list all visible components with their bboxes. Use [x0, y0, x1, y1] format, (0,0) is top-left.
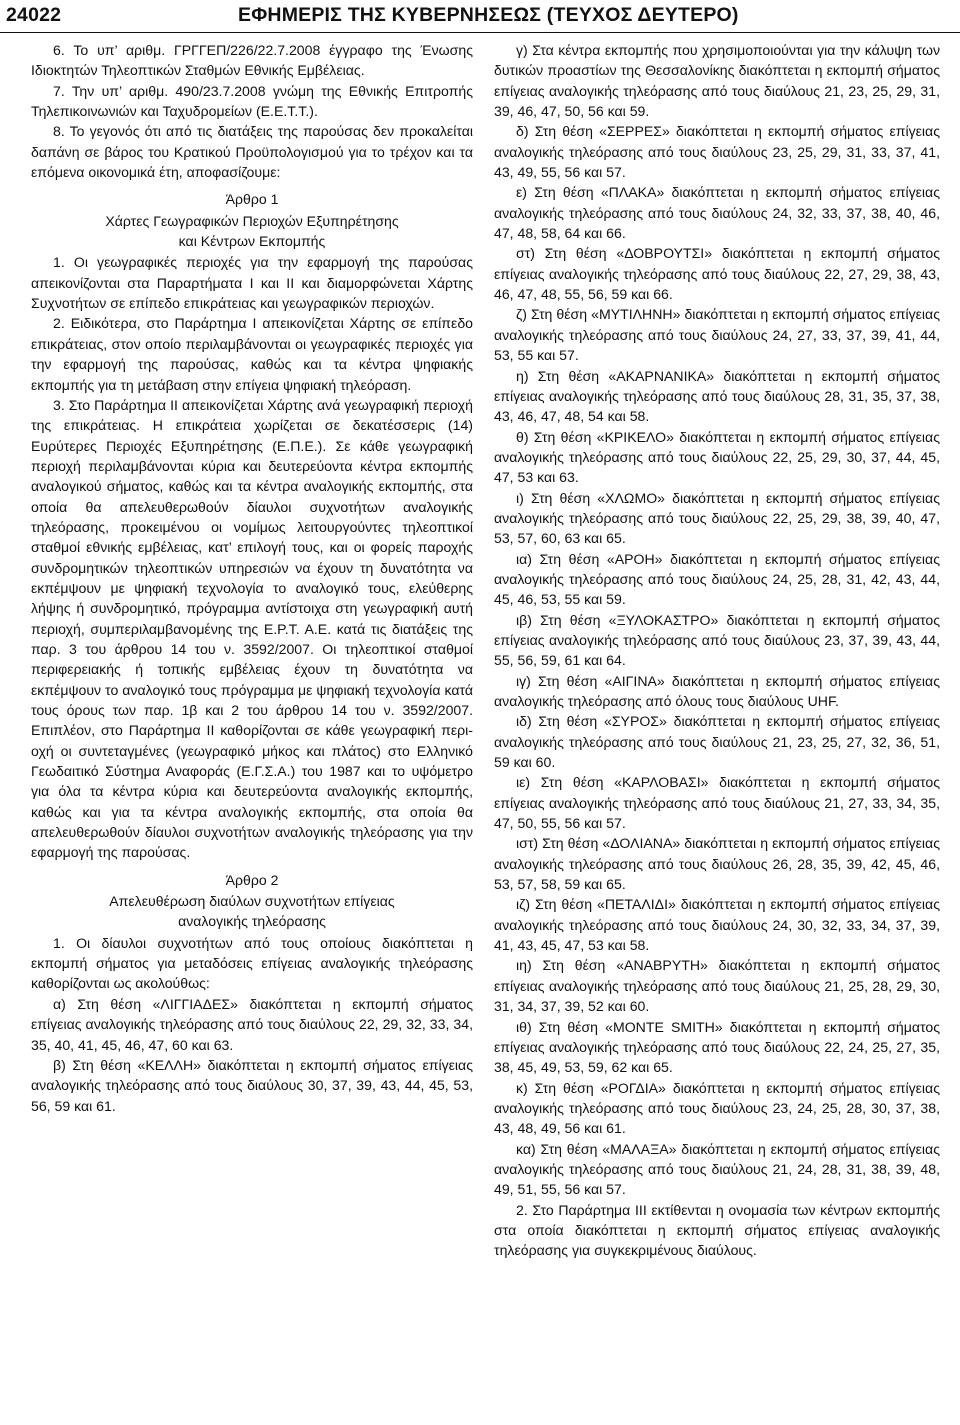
- page-header: [0, 0, 960, 34]
- article-1-paragraph-1: 1. Οι γεωγραφικές περιοχές για την εφαρμογή της παρούσας απεικονίζονται στα Παραρτήματα Ι και ΙΙ και διαμορφώνεται Χάρτης Συχνοτήτων σε επίπεδο επικράτειας και γεωγραφικών περιοχών.: [31, 254, 473, 312]
- header-divider: [0, 32, 960, 33]
- article-1-paragraph-3: 3. Στο Παράρτημα ΙΙ απεικονίζεται Χάρτης ανά γεωγραφική περιοχή της επικράτειας. Η επικράτεια χωρίζεται σε δεκατέσσερις (14) Ευρύτερες Περιοχές Εξυπηρέτησης (Ε.Π.Ε.). Σε κάθε γεωγραφική περιοχή περιλαμβάνονται κύρια και δευτερεύοντα κέντρα εκπομπής αναλογικού σήματος, καθώς και τα κέντρα αναλογικής εκπομπής, στα οποία θα απελευθερωθούν δίαυλοι συχνοτήτων αναλογικής τηλεόρασης, προκειμένου οι νομίμως λειτουργούντες τηλεοπτικοί σταθμοί εθνικής εμβέλειας, κατ’ επιλογή τους, και οι φορείς παροχής συνδρομητικών τηλεοπτικών υπηρεσιών να έχουν τη δυνατότητα να εκπέμψουν με ψηφιακή τεχνολογία το αναλογικό τους, ελεύθερης λήψης ή συνδρομητικό, πρόγραμμα αντίστοιχα στη γεωγραφική αυτή περιοχή, συμπεριλαμβανομένης της Ε.Ρ.Τ. Α.Ε. κατά τις διατάξεις της παρ. 3 του άρθρου 14 του ν. 3592/2007. Οι τηλεοπτικοί σταθμοί περιφερειακής ή τοπικής εμβέλειας έχουν τη δυνατότητα να εκπέμψουν το αναλογικό τους πρόγραμμα με ψηφιακή τεχνολογία κατά τους όρους των παρ. 1β και 2 του άρθρου 14 του ν. 3592/2007. Επιπλέον, στο Παράρτημα ΙΙ καθορίζονται σε κάθε γεωγραφική περιοχή οι συντεταγμένες (γεωγραφικό μήκος και πλάτος) στο Ελληνικό Γεωδαιτικό Σύστημα Αναφοράς (Ε.Γ.Σ.Α.) του 1987 και το υψόμετρο για όλα τα κέντρα κύρια και δευτερεύοντα αναλογικής εκπομπής, καθώς και για τα κέντρα αναλογικής εκπομπής, στα οποία θα απελευθερωθούν δίαυλοι συχνοτήτων αναλογικής τηλεόρασης για την εφαρμογή της παρούσας.: [31, 396, 473, 861]
- paragraph-considerant-8: 8. Το γεγονός ότι από τις διατάξεις της παρούσας δεν προκαλείται δαπάνη σε βάρος του Κρατικού Προϋπολογισμού για το τρέχον και τα επόμενα οικονομικά έτη, αποφασίζουμε:: [31, 123, 473, 181]
- article-2-item-id: ιδ) Στη θέση «ΣΥΡΟΣ» διακόπτεται η εκπομπή σήματος επίγειας αναλογικής τηλεόρασης από τους διαύλους 21, 23, 25, 27, 32, 36, 51, 59 και 60.: [494, 713, 940, 771]
- article-2-item-ib: ιβ) Στη θέση «ΞΥΛΟΚΑΣΤΡΟ» διακόπτεται η εκπομπή σήματος επίγειας αναλογικής τηλεόρασης από τους διαύλους 23, 37, 39, 43, 44, 55, 56, 59, 61 και 64.: [494, 611, 940, 669]
- article-2-item-ia: ια) Στη θέση «ΑΡΟΗ» διακόπτεται η εκπομπή σήματος επίγειας αναλογικής τηλεόρασης από τους διαύλους 24, 25, 28, 31, 42, 43, 44, 45, 46, 53, 55 και 59.: [494, 550, 940, 608]
- article-1-title: [31, 211, 473, 252]
- article-2-title-line-2: αναλογικής τηλεόρασης: [178, 913, 326, 930]
- article-2-item-b: β) Στη θέση «ΚΕΛΛΗ» διακόπτεται η εκπομπή σήματος επίγειας αναλογικής τηλεόρασης από τους διαύλους 30, 37, 39, 43, 44, 45, 53, 56, 59 και 61.: [31, 1056, 473, 1114]
- article-2-item-ka: κα) Στη θέση «ΜΑΛΑΞΑ» διακόπτεται η εκπομπή σήματος επίγειας αναλογικής τηλεόρασης από τους διαύλους 21, 24, 28, 31, 38, 39, 48, 49, 51, 55, 56 και 57.: [494, 1140, 940, 1198]
- article-1-title-line-1: Χάρτες Γεωγραφικών Περιοχών Εξυπηρέτησης: [105, 212, 399, 229]
- article-2-item-k: κ) Στη θέση «ΡΟΓΔΙΑ» διακόπτεται η εκπομπή σήματος επίγειας αναλογικής τηλεόρασης από τους διαύλους 23, 24, 25, 28, 30, 37, 38, 43, 48, 49, 56 και 61.: [494, 1079, 940, 1137]
- article-2-item-z: ζ) Στη θέση «ΜΥΤΙΛΗΝΗ» διακόπτεται η εκπομπή σήματος επίγειας αναλογικής τηλεόρασης από τους διαύλους 24, 27, 33, 37, 39, 41, 44, 53, 55 και 57.: [494, 306, 940, 364]
- article-2-item-a: α) Στη θέση «ΛΙΓΓΙΑΔΕΣ» διακόπτεται η εκπομπή σήματος επίγειας αναλογικής τηλεόρασης από τους διαύλους 22, 29, 32, 33, 34, 35, 40, 41, 45, 46, 47, 60 και 63.: [31, 995, 473, 1053]
- article-2-title: [31, 891, 473, 932]
- article-2-item-e: ε) Στη θέση «ΠΛΑΚΑ» διακόπτεται η εκπομπή σήματος επίγειας αναλογικής τηλεόρασης από τους διαύλους 24, 32, 33, 37, 38, 40, 46, 47, 48, 58, 64 και 66.: [494, 184, 940, 242]
- page-number: 24022: [6, 4, 62, 26]
- article-2-item-theta: θ) Στη θέση «ΚΡΙΚΕΛΟ» διακόπτεται η εκπομπή σήματος επίγειας αναλογικής τηλεόρασης από τους διαύλους 22, 25, 29, 30, 37, 44, 45, 47, 53 και 63.: [494, 428, 940, 486]
- article-1-paragraph-2: 2. Ειδικότερα, στο Παράρτημα Ι απεικονίζεται Χάρτης σε επίπεδο επικράτειας, στον οποίο περιλαμβάνονται οι γεωγραφικές περιοχές για την εφαρμογή της παρούσας, καθώς και τα κέντρα ψηφιακής εκπομπής για τη μετάβαση στην επίγεια ψηφιακή τηλεόραση.: [31, 315, 473, 393]
- article-2-item-st: στ) Στη θέση «ΔΟΒΡΟΥΤΣΙ» διακόπτεται η εκπομπή σήματος επίγειας αναλογικής τηλεόρασης από τους διαύλους 22, 27, 29, 38, 43, 46, 47, 48, 55, 56, 59 και 66.: [494, 245, 940, 303]
- article-2-item-ih: ιη) Στη θέση «ΑΝΑΒΡΥΤΗ» διακόπτεται η εκπομπή σήματος επίγειας αναλογικής τηλεόρασης από τους διαύλους 21, 25, 28, 29, 30, 31, 34, 37, 39, 52 και 60.: [494, 957, 940, 1015]
- paragraph-considerant-7: 7. Την υπ’ αριθμ. 490/23.7.2008 γνώμη της Εθνικής Επιτροπής Τηλεπικοινωνιών και Ταχυδρομείων (Ε.Ε.Τ.Τ.).: [31, 82, 473, 120]
- paragraph-considerant-6: 6. Το υπ’ αριθμ. ΓΡΓΓΕΠ/226/22.7.2008 έγγραφο της Ένωσης Ιδιοκτητών Τηλεοπτικών Σταθμών Εθνικής Εμβέλειας.: [31, 42, 473, 79]
- article-1-title-line-2: και Κέντρων Εκπομπής: [178, 233, 326, 250]
- article-2-item-d: δ) Στη θέση «ΣΕΡΡΕΣ» διακόπτεται η εκπομπή σήματος επίγειας αναλογικής τηλεόρασης από τους διαύλους 23, 25, 29, 31, 33, 37, 41, 43, 49, 55, 56 και 57.: [494, 123, 940, 181]
- article-2-paragraph-1: 1. Οι δίαυλοι συχνοτήτων από τους οποίους διακόπτεται η εκπομπή σήματος για μεταδόσεις επίγειας αναλογικής τηλεόρασης καθορίζονται ως ακολούθως:: [31, 934, 473, 992]
- gazette-title: ΕΦΗΜΕΡΙΣ ΤΗΣ ΚΥΒΕΡΝΗΣΕΩΣ (ΤΕΥΧΟΣ ΔΕΥΤΕΡΟ): [238, 4, 739, 26]
- article-2-heading: Άρθρο 2: [225, 871, 279, 888]
- article-2-title-line-1: Απελευθέρωση διαύλων συχνοτήτων επίγειας: [109, 893, 395, 910]
- article-2-item-ith: ιθ) Στη θέση «ΜΟΝΤΕ SMITH» διακόπτεται η εκπομπή σήματος επίγειας αναλογικής τηλεόρασης από τους διαύλους 22, 24, 25, 27, 35, 38, 45, 49, 53, 59, 62 και 65.: [494, 1018, 940, 1076]
- article-1-heading: Άρθρο 1: [225, 191, 279, 208]
- article-2-item-iz: ιζ) Στη θέση «ΠΕΤΑΛΙΔΙ» διακόπτεται η εκπομπή σήματος επίγειας αναλογικής τηλεόρασης από τους διαύλους 24, 30, 32, 33, 34, 37, 39, 41, 43, 45, 47, 53 και 58.: [494, 896, 940, 954]
- right-column: [494, 40, 940, 1261]
- article-2-item-ig: ιγ) Στη θέση «ΑΙΓΙΝΑ» διακόπτεται η εκπομπή σήματος επίγειας αναλογικής τηλεόρασης από όλους τους διαύλους UHF.: [494, 672, 940, 709]
- article-2-item-ist: ιστ) Στη θέση «ΔΟΛΙΑΝΑ» διακόπτεται η εκπομπή σήματος επίγειας αναλογικής τηλεόρασης από τους διαύλους 26, 28, 35, 39, 42, 45, 46, 53, 57, 58, 59 και 65.: [494, 835, 940, 893]
- left-column: [31, 40, 473, 1116]
- article-2-item-eta: η) Στη θέση «ΑΚΑΡΝΑΝΙΚΑ» διακόπτεται η εκπομπή σήματος επίγειας αναλογικής τηλεόρασης από τους διαύλους 28, 31, 35, 37, 38, 43, 46, 47, 48, 54 και 58.: [494, 367, 940, 425]
- article-2-item-g: γ) Στα κέντρα εκπομπής που χρησιμοποιούνται για την κάλυψη των δυτικών προαστίων της Θεσσαλονίκης διακόπτεται η εκπομπή σήματος επίγειας αναλογικής τηλεόρασης από τους διαύλους 21, 23, 25, 29, 31, 39, 46, 47, 50, 56 και 59.: [494, 42, 940, 120]
- article-2-paragraph-2: 2. Στο Παράρτημα ΙΙΙ εκτίθενται η ονομασία των κέντρων εκπομπής στα οποία διακόπτεται η εκπομπή σήματος επίγειας αναλογικής τηλεόρασης για συγκεκριμένους διαύλους.: [494, 1201, 940, 1259]
- article-2-item-i: ι) Στη θέση «ΧΛΩΜΟ» διακόπτεται η εκπομπή σήματος επίγειας αναλογικής τηλεόρασης από τους διαύλους 22, 25, 29, 38, 39, 40, 47, 53, 57, 60, 63 και 65.: [494, 489, 940, 547]
- article-2-item-ie: ιε) Στη θέση «ΚΑΡΛΟΒΑΣΙ» διακόπτεται η εκπομπή σήματος επίγειας αναλογικής τηλεόρασης από τους διαύλους 21, 27, 33, 34, 35, 47, 50, 55, 56 και 57.: [494, 774, 940, 832]
